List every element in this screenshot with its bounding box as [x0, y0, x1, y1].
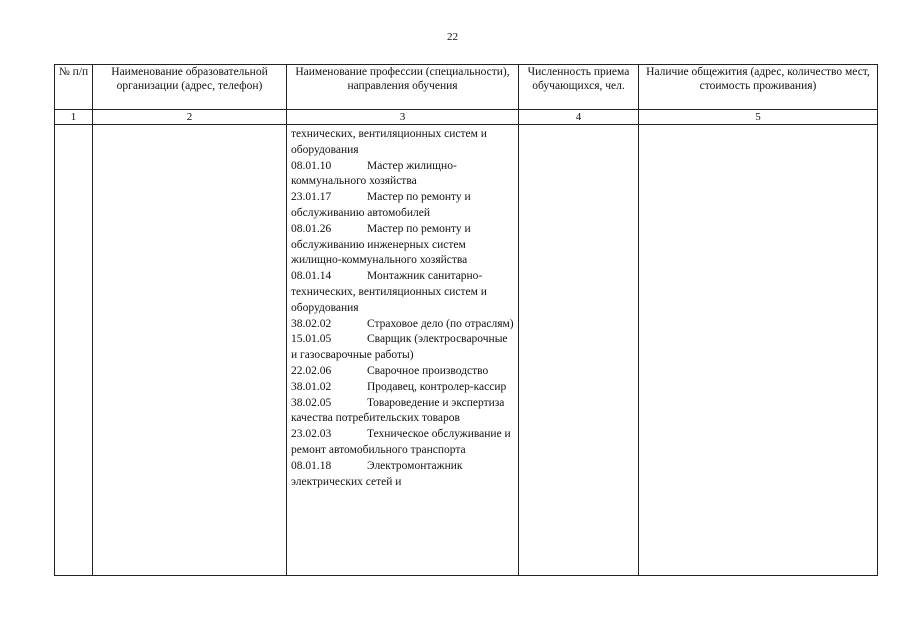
column-number: 3: [287, 110, 519, 125]
profession-code: 08.01.26: [291, 222, 332, 235]
header-profession: Наименование профессии (специальности), направления обучения: [287, 65, 519, 110]
profession-entry: [291, 332, 515, 364]
column-number: 2: [93, 110, 287, 125]
profession-entry: [291, 459, 515, 491]
profession-code: 08.01.14: [291, 270, 332, 283]
cell-admission-count: [519, 125, 639, 576]
header-number: № п/п: [55, 65, 93, 110]
profession-code: 38.02.02: [291, 317, 332, 330]
header-dormitory: Наличие общежития (адрес, количество мест, стоимость проживания): [639, 65, 878, 110]
profession-code: 23.02.03: [291, 428, 332, 441]
profession-code: 15.01.05: [291, 333, 332, 346]
profession-code: 08.01.18: [291, 459, 332, 472]
profession-entry: [291, 396, 515, 428]
profession-entry: [291, 317, 515, 333]
profession-entry: [291, 269, 515, 316]
profession-name: Страховое дело (по отраслям): [367, 317, 514, 330]
profession-entry: [291, 427, 515, 459]
column-number: 1: [55, 110, 93, 125]
profession-list: [291, 159, 515, 491]
profession-entry: [291, 380, 515, 396]
header-admission-count: Численность приема обучающихся, чел.: [519, 65, 639, 110]
header-row: [55, 65, 878, 110]
cell-professions: [287, 125, 519, 576]
page-number: 22: [447, 31, 458, 43]
profession-name: Мастер по ремонту и обслуживанию инженерных систем жилищно-коммунального хозяйства: [291, 222, 471, 267]
profession-code: 38.02.05: [291, 396, 332, 409]
profession-name: Мастер по ремонту и обслуживанию автомобилей: [291, 191, 471, 219]
profession-entry: [291, 159, 515, 191]
column-number: 5: [639, 110, 878, 125]
profession-entry: [291, 222, 515, 269]
continued-text: технических, вентиляционных систем и оборудования: [291, 128, 487, 156]
profession-name: Монтажник санитарно-технических, вентиляционных систем и оборудования: [291, 270, 487, 314]
profession-name: Сварочное производство: [367, 364, 489, 377]
profession-name: Продавец, контролер-кассир: [367, 380, 507, 393]
header-organization: Наименование образовательной организации (адрес, телефон): [93, 65, 287, 110]
profession-name: Техническое обслуживание и ремонт автомобильного транспорта: [291, 428, 511, 456]
profession-entry: [291, 190, 515, 222]
profession-code: 08.01.10: [291, 159, 332, 172]
profession-code: 23.01.17: [291, 191, 332, 204]
profession-code: 22.02.06: [291, 364, 332, 377]
column-number-row: [55, 110, 878, 125]
profession-code: 38.01.02: [291, 380, 332, 393]
table-row: [55, 125, 878, 576]
cell-number: [55, 125, 93, 576]
cell-organization: [93, 125, 287, 576]
education-table: [54, 64, 878, 576]
column-number: 4: [519, 110, 639, 125]
profession-name: Электромонтажник электрических сетей и: [291, 459, 463, 488]
profession-entry: [291, 364, 515, 380]
cell-dormitory: [639, 125, 878, 576]
profession-name: Мастер жилищно-коммунального хозяйства: [291, 159, 457, 188]
profession-name: Товароведение и экспертиза качества потребительских товаров: [291, 396, 505, 425]
profession-name: Сварщик (электросварочные и газосварочные работы): [291, 333, 508, 362]
